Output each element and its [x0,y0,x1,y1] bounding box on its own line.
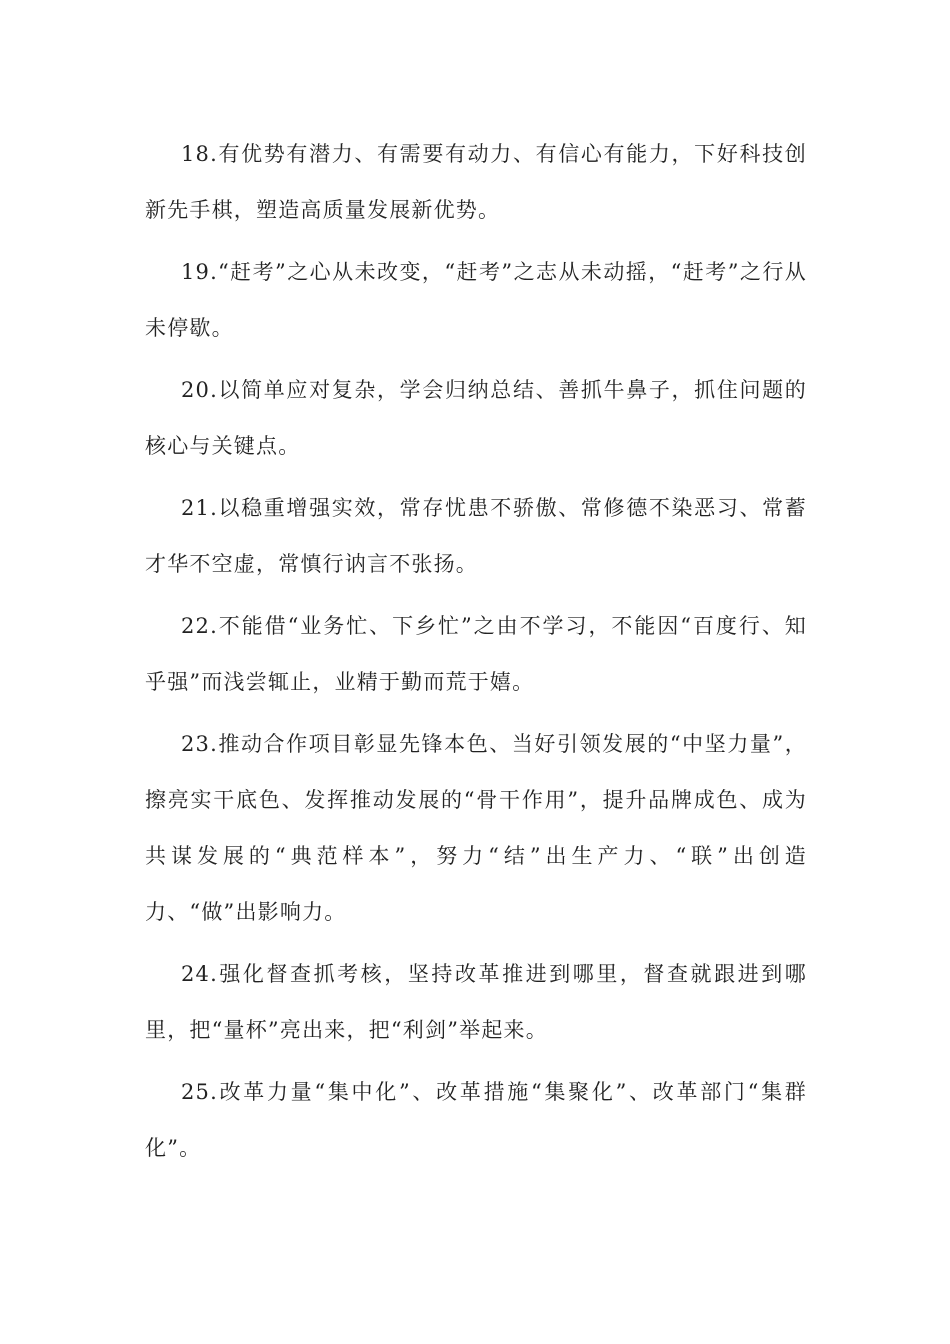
paragraph-22: 22.不能借“业务忙、下乡忙”之由不学习，不能因“百度行、知乎强”而浅尝辄止，业精于勤而荒于嬉。 [145,614,807,694]
paragraph-23: 23.推动合作项目彰显先锋本色、当好引领发展的“中坚力量”，擦亮实干底色、发挥推动发展的“骨干作用”，提升品牌成色、成为共谋发展的“典范样本”，努力“结”出生产力、“联”出创造力、“做”出影响力。 [145,732,807,924]
paragraph-20: 20.以简单应对复杂，学会归纳总结、善抓牛鼻子，抓住问题的核心与关键点。 [145,378,807,458]
document-body [145,126,807,1182]
paragraph-19: 19.“赶考”之心从未改变，“赶考”之志从未动摇，“赶考”之行从未停歇。 [145,260,807,340]
paragraph-21: 21.以稳重增强实效，常存忧患不骄傲、常修德不染恶习、常蓄才华不空虚，常慎行讷言不张扬。 [145,496,807,576]
paragraph-18: 18.有优势有潜力、有需要有动力、有信心有能力，下好科技创新先手棋，塑造高质量发展新优势。 [145,142,807,222]
paragraph-25: 25.改革力量“集中化”、改革措施“集聚化”、改革部门“集群化”。 [145,1080,807,1160]
paragraph-24: 24.强化督查抓考核，坚持改革推进到哪里，督查就跟进到哪里，把“量杯”亮出来，把“利剑”举起来。 [145,962,807,1042]
